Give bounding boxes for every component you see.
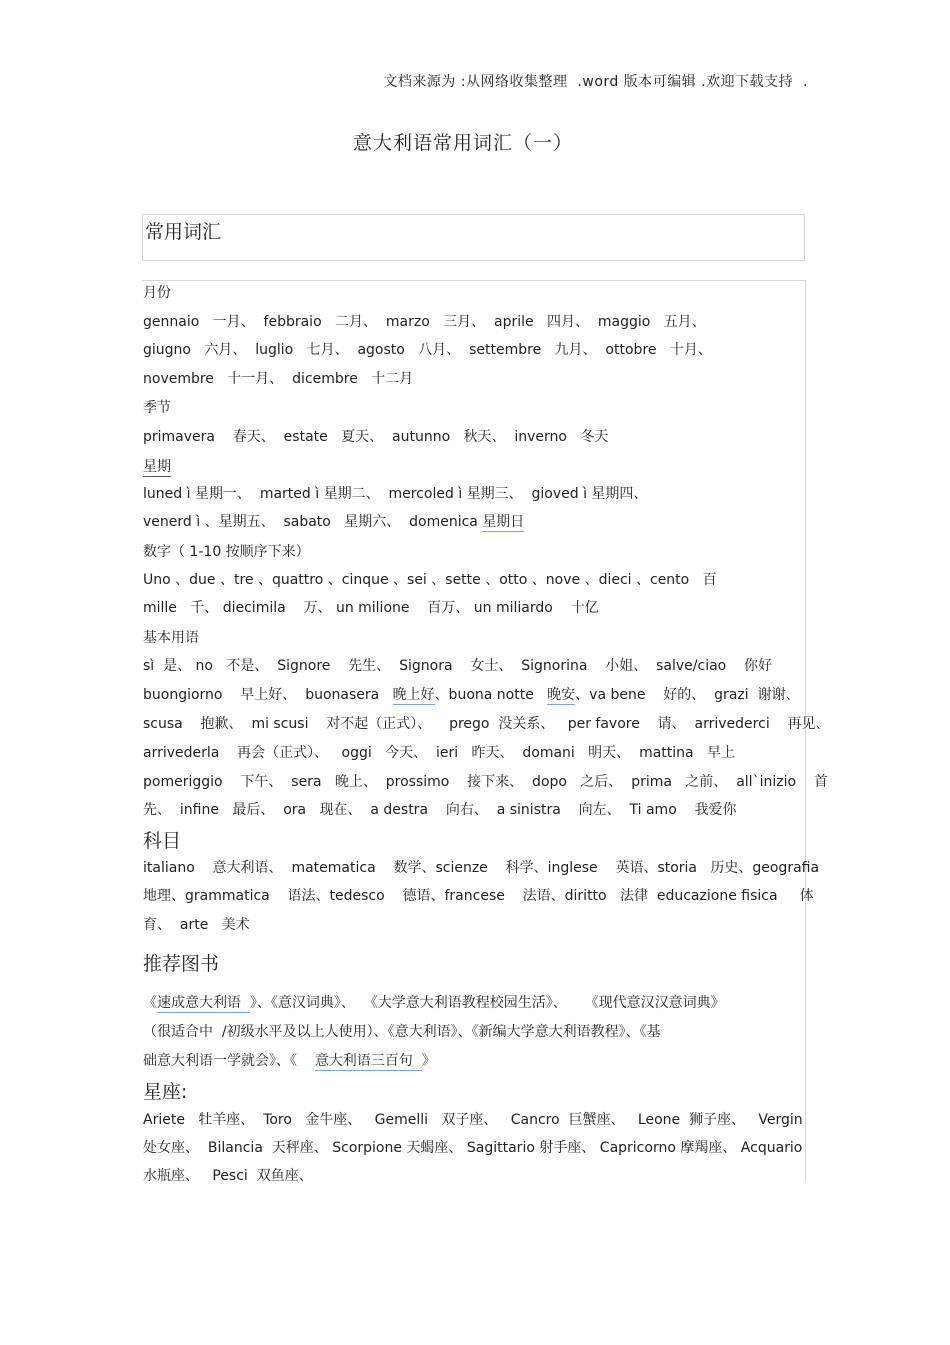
months-line-1: gennaio 一月、 febbraio 二月、 marzo 三月、 aprile 四月、 maggio 五月、 — [143, 314, 706, 330]
subjects-heading: 科目 — [143, 830, 182, 852]
section-title: 常用词汇 — [145, 221, 222, 243]
zodiac-line-1: Ariete 牡羊座、 Toro 金牛座、 Gemelli 双子座、 Cancro 巨蟹座、 Leone 狮子座、 Vergin — [143, 1112, 803, 1128]
numbers-heading: 数字（ 1-10 按顺序下来） — [143, 544, 310, 560]
weekdays-line-1: luned ì 星期一、 marted ì 星期二、 mercoled ì 星期三、 gioved ì 星期四、 — [143, 486, 648, 502]
zodiac-heading: 星座: — [143, 1081, 188, 1103]
basic-line-2 — [143, 685, 800, 705]
section-title-box — [142, 214, 805, 261]
basic-line-6: 先、 infine 最后、 ora 现在、 a destra 向右、 a sinistra 向左、 Ti amo 我爱你 — [143, 802, 737, 818]
books-heading: 推荐图书 — [143, 953, 220, 975]
subjects-line-2: 地理、grammatica 语法、tedesco 德语、francese 法语、diritto 法律 educazione fisica 体 — [143, 888, 814, 904]
books-line-2: （很适合中 /初级水平及以上人使用）、《意大利语》、《新编大学意大利语教程》、《基 — [143, 1024, 661, 1040]
weekdays-line-2 — [143, 512, 524, 532]
zodiac-line-2: 处女座、 Bilancia 天秤座、 Scorpione 天蝎座、 Sagittario 射手座、 Capricorno 摩羯座、 Acquario — [143, 1140, 803, 1156]
seasons-heading: 季节 — [143, 400, 171, 416]
basic-line-1: sì 是、 no 不是、 Signore 先生、 Signora 女士、 Signorina 小姐、 salve/ciao 你好 — [143, 658, 773, 674]
books-line-1a: 《 — [143, 995, 157, 1011]
basic-line-3: scusa 抱歉、 mi scusi 对不起（正式）、 prego 没关系、 per favore 请、 arrivederci 再见、 — [143, 716, 830, 732]
basic-good-night: 晚安 — [547, 687, 576, 703]
weekdays-heading — [143, 456, 171, 476]
basic-line-4: arrivederla 再会（正式）、 oggi 今天、 ieri 昨天、 domani 明天、 mattina 早上 — [143, 745, 735, 761]
months-line-3: novembre 十一月、 dicembre 十二月 — [143, 371, 414, 387]
basic-line-2c: 、va bene 好的、 grazi 谢谢、 — [575, 687, 800, 703]
basic-line-2b: 、buona notte — [434, 687, 548, 703]
weekdays-heading-text: 星期 — [143, 459, 171, 475]
books-sucheng: 速成意大利语 — [157, 995, 250, 1011]
books-line-3 — [143, 1051, 436, 1071]
months-line-2: giugno 六月、 luglio 七月、 agosto 八月、 settembre 九月、 ottobre 十月、 — [143, 342, 712, 358]
basic-good-evening: 晚上好 — [392, 687, 435, 703]
books-line-3a: 础意大利语一学就会》、《 — [143, 1053, 315, 1069]
books-line-1 — [143, 993, 725, 1013]
books-300-sentences: 意大利语三百句 — [314, 1053, 422, 1069]
numbers-line-1: Uno 、due 、tre 、quattro 、cinque 、sei 、sette 、otto 、nove 、dieci 、cento 百 — [143, 572, 717, 588]
books-line-1b: 》、《意汉词典》、 《大学意大利语教程校园生活》、 《现代意汉汉意词典》 — [249, 995, 725, 1011]
subjects-line-1: italiano 意大利语、 matematica 数学、scienze 科学、inglese 英语、storia 历史、geografia — [143, 860, 820, 876]
zodiac-line-3: 水瓶座、 Pesci 双鱼座、 — [143, 1168, 313, 1184]
weekdays-sunday: 星期日 — [482, 514, 525, 530]
numbers-line-2: mille 千、 diecimila 万、 un milione 百万、 un miliardo 十亿 — [143, 600, 599, 616]
months-heading: 月份 — [143, 285, 171, 301]
basic-line-5: pomeriggio 下午、 sera 晚上、 prossimo 接下来、 dopo 之后、 prima 之前、 all`inizio 首 — [143, 774, 828, 790]
basic-heading: 基本用语 — [143, 630, 199, 646]
weekdays-line-2-text: venerd ì 、星期五、 sabato 星期六、 domenica — [143, 514, 483, 530]
books-line-3b: 》 — [421, 1053, 436, 1069]
header-note: 文档来源为 :从网络收集整理 .word 版本可编辑 .欢迎下载支持 . — [383, 74, 808, 90]
subjects-line-3: 育、 arte 美术 — [143, 917, 250, 933]
basic-line-2a: buongiorno 早上好、 buonasera — [143, 687, 393, 703]
document-title: 意大利语常用词汇（一） — [352, 132, 573, 154]
seasons-line-1: primavera 春天、 estate 夏天、 autunno 秋天、 inverno 冬天 — [143, 429, 609, 445]
